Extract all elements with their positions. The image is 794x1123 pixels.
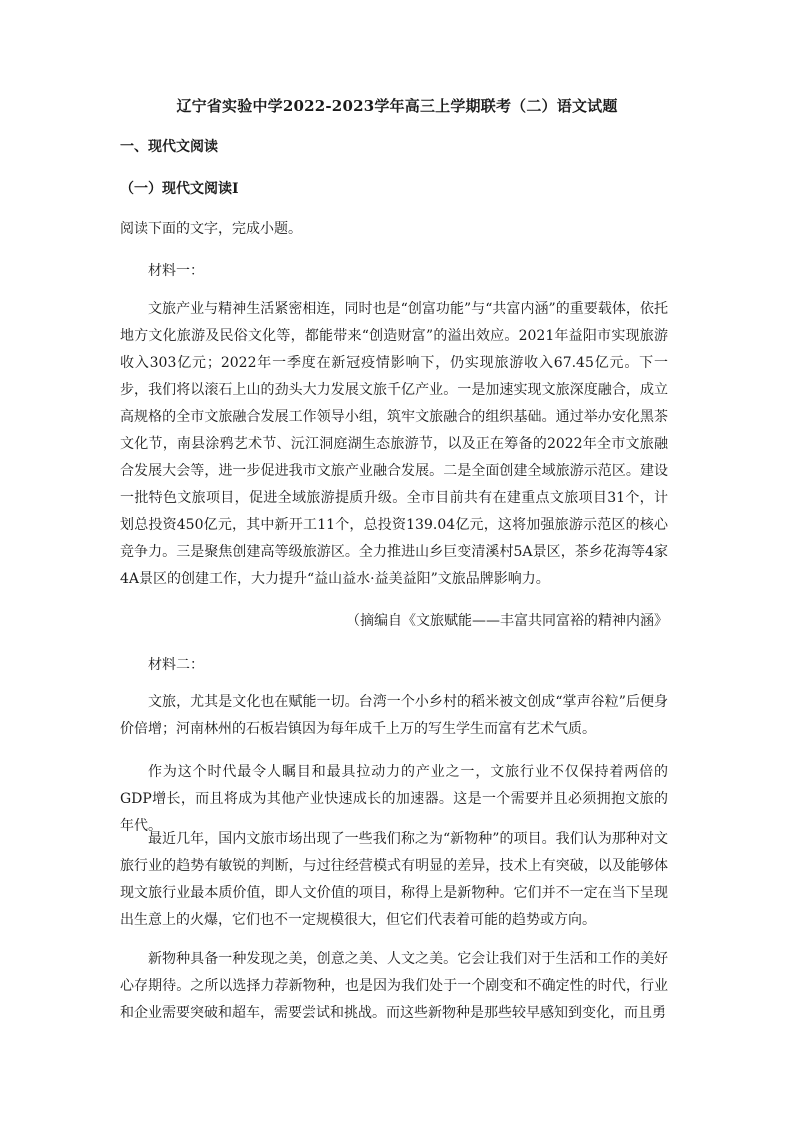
material2-paragraph-1: 文旅，尤其是文化也在赋能一切。台湾一个小乡村的稻米被文创成“掌声谷粒”后便身价倍增；河南林州的石板岩镇因为每年成千上万的写生学生而富有艺术气质。 bbox=[120, 694, 668, 737]
material2-paragraph-2: 作为这个时代最令人瞩目和最具拉动力的产业之一，文旅行业不仅保持着两倍的GDP增长，而且将成为其他产业快速成长的加速器。这是一个需要并且必须拥抱文旅的年代。 bbox=[120, 764, 668, 834]
material2-label: 材料二： bbox=[148, 657, 204, 673]
material2-paragraph-3: 最近几年，国内文旅市场出现了一些我们称之为“新物种”的项目。我们认为那种对文旅行业的趋势有敏锐的判断，与过往经营模式有明显的差异，技术上有突破，以及能够体现文旅行业最本质价值，即人文价值的项目，称得上是新物种。它们并不一定在当下呈现出生意上的火爆，它们也不一定规模很大，但它们代表着可能的趋势或方向。 bbox=[120, 831, 668, 928]
section-heading: 一、现代文阅读 bbox=[120, 139, 218, 155]
material1-source: （摘编自《文旅赋能——丰富共同富裕的精神内涵》 bbox=[346, 613, 668, 629]
material2-paragraph-4: 新物种具备一种发现之美，创意之美、人文之美。它会让我们对于生活和工作的美好心存期待。之所以选择力荐新物种，也是因为我们处于一个剧变和不确定性的时代，行业和企业需要突破和超车，需要尝试和挑战。而这些新物种是那些较早感知到变化，而且勇 bbox=[120, 951, 668, 1021]
sub-heading: （一）现代文阅读Ⅰ bbox=[120, 181, 239, 197]
document-title: 辽宁省实验中学2022-2023学年高三上学期联考（二）语文试题 bbox=[176, 97, 618, 115]
material1-label: 材料一： bbox=[148, 263, 204, 279]
instruction-text: 阅读下面的文字，完成小题。 bbox=[120, 221, 302, 237]
material1-paragraph: 文旅产业与精神生活紧密相连，同时也是“创富功能”与“共富内涵”的重要载体，依托地方文化旅游及民俗文化等，都能带来“创造财富”的溢出效应。2021年益阳市实现旅游收入303亿元；2022年一季度在新冠疫情影响下，仍实现旅游收入67.45亿元。下一步，我们将以滚石上山的劲头大力发展文旅千亿产业。一是加速实现文旅深度融合，成立高规格的全市文旅融合发展工作领导小组，筑牢文旅融合的组织基础。通过举办安化黑茶文化节，南县涂鸦艺术节、沅江洞庭湖生态旅游节，以及正在筹备的2022年全市文旅融合发展大会等，进一步促进我市文旅产业融合发展。二是全面创建全域旅游示范区。建设一批特色文旅项目，促进全域旅游提质升级。全市目前共有在建重点文旅项目31个，计划总投资450亿元，其中新开工11个，总投资139.04亿元，这将加强旅游示范区的核心竞争力。三是聚焦创建高等级旅游区。全力推进山乡巨变清溪村5A景区，茶乡花海等4家4A景区的创建工作，大力提升“益山益水·益美益阳”文旅品牌影响力。 bbox=[120, 301, 668, 587]
